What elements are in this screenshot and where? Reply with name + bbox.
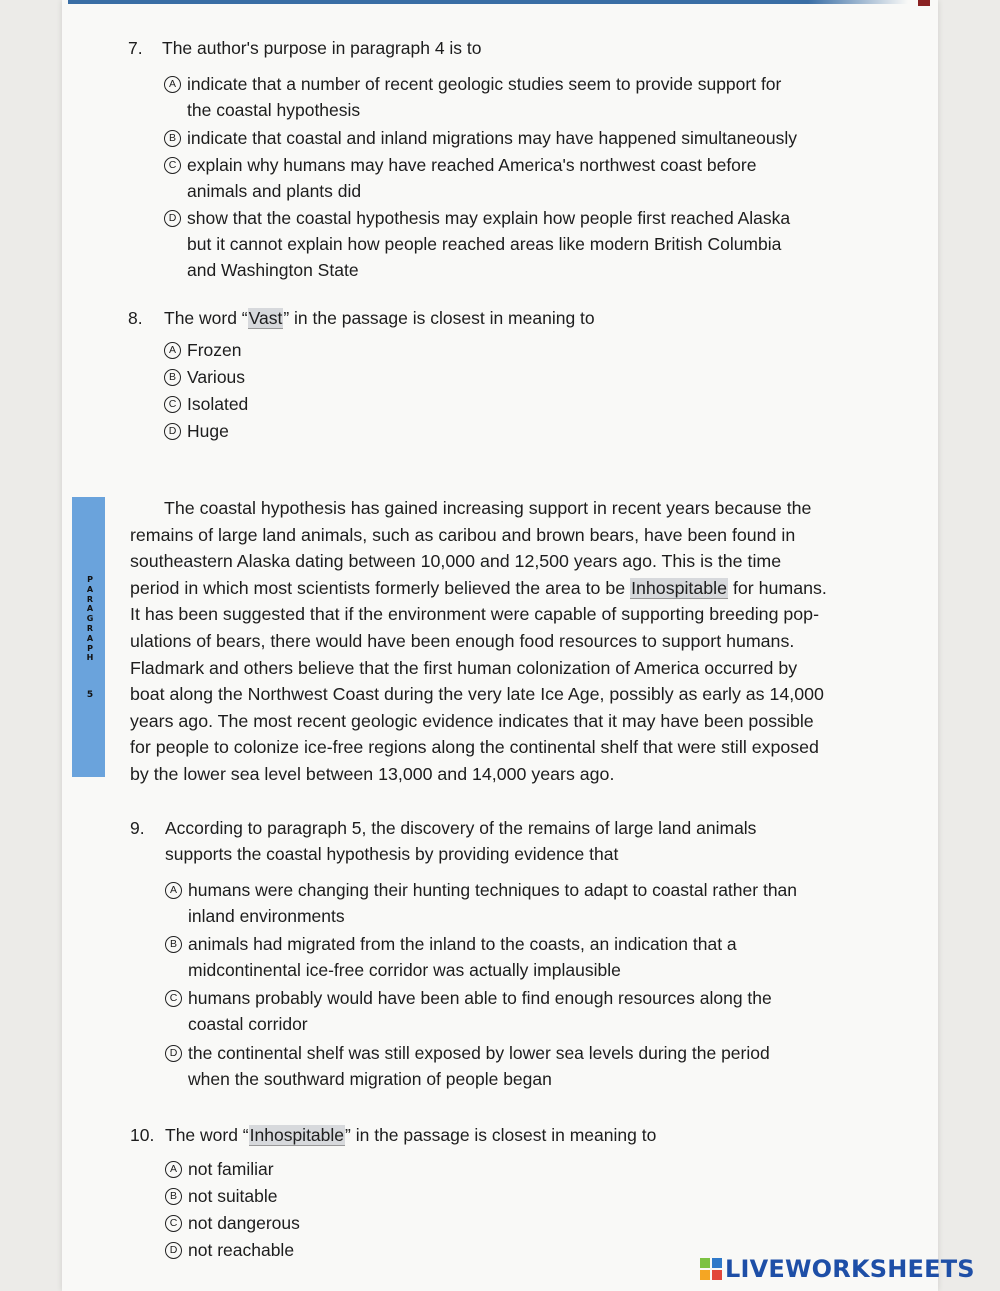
passage-line: ulations of bears, there would have been enough food resources to support humans. [130, 630, 795, 651]
option-letter-circle: B [164, 369, 181, 386]
option-a[interactable] [165, 877, 885, 929]
option-text: Isolated [187, 394, 249, 414]
liveworksheets-brand[interactable] [700, 1254, 975, 1284]
option-text: Frozen [187, 340, 242, 360]
option-text: animals and plants did [187, 181, 362, 201]
question-stem: The word “Inhospitable” in the passage is closest in meaning to [165, 1125, 657, 1145]
option-text: not dangerous [188, 1213, 300, 1233]
option-c[interactable] [164, 152, 884, 204]
passage-line: period in which most scientists formerly believed the area to be Inhospitable for humans. [130, 577, 827, 598]
option-text: not reachable [188, 1240, 295, 1260]
option-letter-circle: C [165, 1215, 182, 1232]
passage-line: by the lower sea level between 13,000 and 14,000 years ago. [130, 763, 615, 784]
option-text: indicate that a number of recent geologic studies seem to provide support for [187, 74, 782, 94]
option-c[interactable] [165, 985, 885, 1037]
option-text: indicate that coastal and inland migrations may have happened simultaneously [187, 128, 797, 148]
highlighted-word: Vast [248, 308, 283, 328]
question-stem: According to paragraph 5, the discovery of the remains of large land animals supports the coastal hypothesis by providing evidence that [165, 818, 757, 864]
option-text: explain why humans may have reached America's northwest coast before [187, 155, 757, 175]
question-number: 10. [130, 1125, 155, 1145]
brand-name: LIVEWORKSHEETS [725, 1255, 975, 1283]
option-letter-circle: D [165, 1242, 182, 1259]
question-stem: The author's purpose in paragraph 4 is to [162, 38, 482, 58]
option-text: the coastal hypothesis [187, 100, 361, 120]
top-rule-fade [808, 0, 908, 4]
option-letter-circle: D [164, 210, 181, 227]
option-text: show that the coastal hypothesis may explain how people first reached Alaska [187, 208, 791, 228]
option-text: and Washington State [187, 260, 359, 280]
option-b[interactable] [164, 125, 884, 151]
option-letter-circle: A [164, 342, 181, 359]
option-text: humans were changing their hunting techniques to adapt to coastal rather than [188, 880, 798, 900]
option-text: not familiar [188, 1159, 274, 1179]
passage-line: southeastern Alaska dating between 10,000 and 12,500 years ago. This is the time [130, 551, 782, 572]
option-letter-circle: B [164, 130, 181, 147]
option-text: the continental shelf was still exposed by lower sea levels during the period [188, 1043, 770, 1063]
option-d[interactable] [164, 205, 884, 283]
option-text: not suitable [188, 1186, 278, 1206]
option-letter-circle: D [165, 1045, 182, 1062]
passage-paragraph-5 [130, 495, 912, 788]
option-b[interactable] [164, 364, 884, 390]
option-d[interactable] [165, 1040, 885, 1092]
passage-line: years ago. The most recent geologic evidence indicates that it may have been possible [130, 710, 814, 731]
option-text: inland environments [188, 906, 345, 926]
question-number: 9. [130, 818, 145, 838]
passage-line: Fladmark and others believe that the first human colonization of America occurred by [130, 657, 798, 678]
option-letter-circle: C [164, 157, 181, 174]
option-letter-circle: A [165, 1161, 182, 1178]
option-text: humans probably would have been able to find enough resources along the [188, 988, 772, 1008]
option-text: Huge [187, 421, 229, 441]
paragraph-tab-label: P A R A G R A P H [86, 575, 94, 663]
option-letter-circle: C [164, 396, 181, 413]
option-text: but it cannot explain how people reached areas like modern British Columbia [187, 234, 782, 254]
passage-line: remains of large land animals, such as caribou and brown bears, have been found in [130, 524, 796, 545]
option-text: when the southward migration of people began [188, 1069, 552, 1089]
question-number: 8. [128, 308, 143, 328]
option-c[interactable] [165, 1210, 885, 1236]
liveworksheets-logo-icon [700, 1258, 722, 1280]
question-number: 7. [128, 38, 143, 58]
passage-line: for people to colonize ice-free regions along the continental shelf that were still exposed [130, 737, 819, 758]
option-text: coastal corridor [188, 1014, 308, 1034]
question-stem: The word “Vast” in the passage is closest in meaning to [164, 308, 595, 328]
option-text: animals had migrated from the inland to the coasts, an indication that a [188, 934, 737, 954]
option-text: midcontinental ice-free corridor was actually implausible [188, 960, 621, 980]
highlighted-word: Inhospitable [249, 1125, 345, 1145]
option-a[interactable] [164, 71, 884, 123]
option-text: Various [187, 367, 246, 387]
corner-mark [918, 0, 930, 6]
paragraph-tab-number: 5 [86, 690, 94, 700]
option-d[interactable] [164, 418, 884, 444]
option-c[interactable] [164, 391, 884, 417]
option-letter-circle: A [164, 76, 181, 93]
option-letter-circle: A [165, 882, 182, 899]
option-letter-circle: B [165, 936, 182, 953]
top-rule [68, 0, 808, 4]
passage-line: It has been suggested that if the environment were capable of supporting breeding pop- [130, 604, 819, 625]
option-letter-circle: D [164, 423, 181, 440]
highlighted-word: Inhospitable [631, 577, 727, 598]
option-a[interactable] [165, 1156, 885, 1182]
option-a[interactable] [164, 337, 884, 363]
option-letter-circle: B [165, 1188, 182, 1205]
option-b[interactable] [165, 1183, 885, 1209]
passage-line: The coastal hypothesis has gained increasing support in recent years because the [164, 498, 812, 518]
option-letter-circle: C [165, 990, 182, 1007]
option-b[interactable] [165, 931, 885, 983]
passage-line: boat along the Northwest Coast during the very late Ice Age, possibly as early as 14,000 [130, 684, 824, 705]
